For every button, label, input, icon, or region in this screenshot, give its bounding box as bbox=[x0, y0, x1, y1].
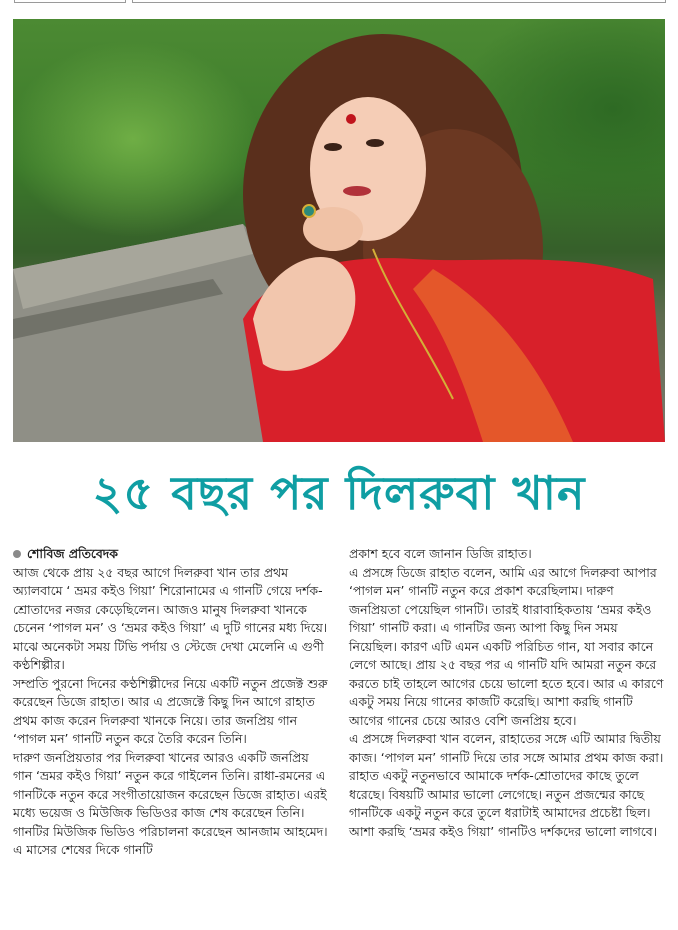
article-column-left bbox=[13, 545, 329, 860]
paragraph: দারুণ জনপ্রিয়তার পর দিলরুবা খানের আরও একটি জনপ্রিয় গান ‘ভ্রমর কইও গিয়া’ নতুন করে গাইলেন তিনি। রাধা-রমনের এ গানটিকে নতুন করে সংগীতায়োজন করেছেন ডিজে রাহাত। এরই মধ্যে ভয়েজ ও মিউজিক ভিডিওর কাজ শেষ করেছেন তিনি। গানটির মিউজিক ভিডিও পরিচালনা করেছেন আনজাম আহমেদ। এ মাসের শেষের দিকে গানটি bbox=[13, 749, 328, 857]
left-eye bbox=[324, 143, 342, 151]
paragraph: আজ থেকে প্রায় ২৫ বছর আগে দিলরুবা খান তার প্রথম অ্যালবামে ‘ ভ্রমর কইও গিয়া’ শিরোনামের এ গানটি গেয়ে দর্শক-শ্রোতাদের নজর কেড়েছিলেন। আজও মানুষ দিলরুবা খানকে চেনেন ‘পাগল মন’ ও ‘ভ্রমর কইও গিয়া’ এ দুটি গানের মধ্য দিয়ে। মাঝে অনেকটা সময় টিভি পর্দায় ও স্টেজে দেখা মেলেনি এ গুণী কণ্ঠশিল্পীর। bbox=[13, 564, 328, 672]
ring bbox=[303, 205, 315, 217]
portrait-illustration bbox=[13, 19, 665, 442]
page-top-rule bbox=[0, 0, 678, 8]
lips bbox=[343, 186, 371, 196]
top-rule-right bbox=[132, 0, 666, 3]
article-photo bbox=[13, 19, 665, 442]
article-headline: ২৫ বছর পর দিলরুবা খান bbox=[92, 466, 586, 520]
bullet-icon bbox=[13, 550, 21, 558]
paragraph: প্রকাশ হবে বলে জানান ডিজি রাহাত। bbox=[349, 546, 532, 561]
bindi bbox=[346, 114, 356, 124]
byline-text: শোবিজ প্রতিবেদক bbox=[27, 546, 118, 561]
byline bbox=[13, 545, 329, 564]
article-column-right bbox=[349, 545, 665, 841]
paragraph: সম্প্রতি পুরনো দিনের কণ্ঠশিল্পীদের নিয়ে একটি নতুন প্রজেক্ট শুরু করেছেন ডিজে রাহাত। আর এ প্রজেক্টে কিছু দিন আগে রাহাত প্রথম কাজ করেন দিলরুবা খানকে নিয়ে। তার জনপ্রিয় গান ‘পাগল মন’ গানটি নতুন করে তৈরি করেন তিনি। bbox=[13, 675, 328, 746]
paragraph: এ প্রসঙ্গে দিলরুবা খান বলেন, রাহাতের সঙ্গে এটি আমার দ্বিতীয় কাজ। ‘পাগল মন’ গানটি দিয়ে তার সঙ্গে আমার প্রথম কাজ করা। রাহাত একটু নতুনভাবে আমাকে দর্শক-শ্রোতাদের কাছে তুলে ধরেছে। বিষয়টি আমার ভালো লেগেছে। নতুন প্রজন্মের কাছে গানটিকে একটু নতুন করে তুলে ধরাটাই আমাদের প্রচেষ্টা ছিল। আশা করছি ‘ভ্রমর কইও গিয়া’ গানটিও দর্শকদের ভালো লাগবে। bbox=[349, 731, 664, 839]
right-eye bbox=[366, 139, 384, 147]
paragraph: এ প্রসঙ্গে ডিজে রাহাত বলেন, আমি এর আগে দিলরুবা আপার ‘পাগল মন’ গানটি নতুন করে প্রকাশ করেছিলাম। দারুণ জনপ্রিয়তা পেয়েছিল গানটি। তারই ধারাবাহিকতায় ‘ভ্রমর কইও গিয়া’ গানটি করা। এ গানটির জন্য আপা কিছু দিন সময় নিয়েছিল। কারণ এটি এমন একটি পরিচিত গান, যা সবার কানে লেগে আছে। প্রায় ২৫ বছর পর এ গানটি যদি আমরা নতুন করে করতে চাই তাহলে আগের চেয়ে ভালো হতে হবে। আর এ কারণে একটু সময় নিয়ে গানের কাজটি করেছি। আশা করছি গানটি আগের গানের চেয়ে আরও বেশি জনপ্রিয় হবে। bbox=[349, 564, 664, 728]
top-rule-left bbox=[14, 0, 126, 3]
